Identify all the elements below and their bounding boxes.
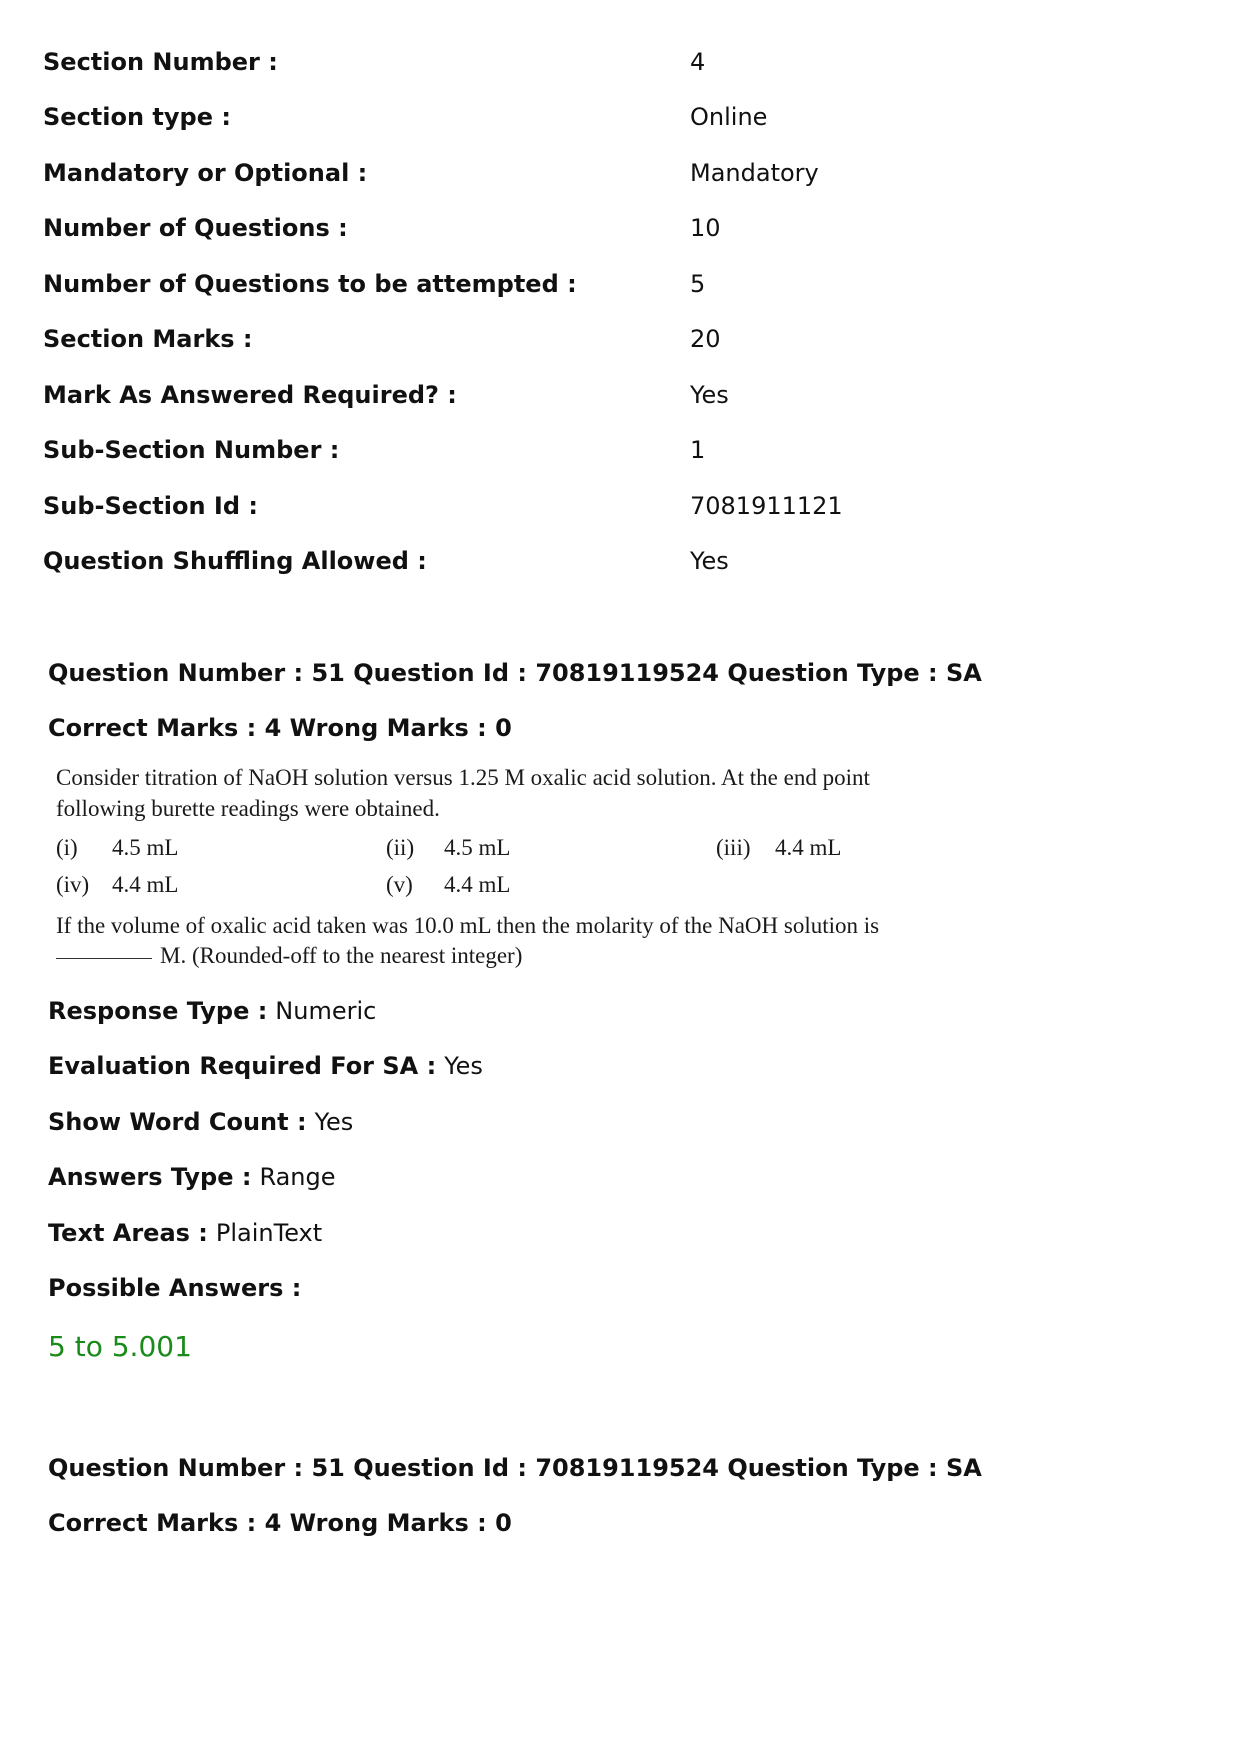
question-property: [48, 1150, 1148, 1206]
section-info-row: [43, 34, 1143, 90]
section-info-key: Sub-Section Number :: [43, 436, 340, 465]
property-key: Answers Type :: [48, 1163, 252, 1192]
section-info-row: [43, 534, 1143, 590]
section-info-key: Number of Questions :: [43, 214, 348, 243]
section-info-row: [43, 367, 1143, 423]
section-info-key: Number of Questions to be attempted :: [43, 269, 577, 298]
question-text-line: Consider titration of NaOH solution versus 1.25 M oxalic acid solution. At the end point: [56, 765, 870, 790]
section-info-value: Yes: [690, 380, 729, 409]
property-key: Show Word Count :: [48, 1107, 307, 1136]
section-info-value: 1: [690, 436, 706, 465]
section-info-value: 7081911121: [690, 491, 843, 520]
section-info-key: Sub-Section Id :: [43, 491, 258, 520]
reading-label: (v): [386, 872, 413, 897]
property-value: Yes: [314, 1107, 354, 1136]
question-property: [48, 1039, 1148, 1095]
question-marks: Correct Marks : 4 Wrong Marks : 0: [48, 1508, 512, 1537]
property-key: Response Type :: [48, 996, 268, 1025]
property-value: Numeric: [275, 996, 377, 1025]
section-info-key: Section Marks :: [43, 325, 253, 354]
property-key: Text Areas :: [48, 1218, 208, 1247]
possible-answer: 5 to 5.001: [48, 1329, 192, 1363]
section-info-row: [43, 423, 1143, 479]
answer-blank: [56, 958, 152, 959]
question-property: [48, 1205, 1148, 1261]
section-info-row: [43, 90, 1143, 146]
question-text-line: following burette readings were obtained.: [56, 796, 440, 821]
section-info-key: Section Number :: [43, 47, 278, 76]
section-info-key: Mandatory or Optional :: [43, 158, 368, 187]
possible-answers-label: Possible Answers :: [48, 1274, 302, 1303]
reading-value: 4.4 mL: [775, 835, 842, 860]
question-property: [48, 983, 1148, 1039]
property-value: Yes: [444, 1052, 483, 1081]
property-key: Evaluation Required For SA :: [48, 1052, 437, 1081]
section-info-value: 4: [690, 47, 706, 76]
section-info-key: Section type :: [43, 103, 231, 132]
section-info-value: Yes: [690, 547, 729, 576]
question-block: [48, 645, 1148, 1376]
question-property: [48, 1094, 1148, 1150]
section-info-value: 10: [690, 214, 721, 243]
question-text-fragment: M. (Rounded-off to the nearest integer): [160, 943, 523, 968]
section-info-value: Online: [690, 103, 768, 132]
question-header: Question Number : 51 Question Id : 70819119524 Question Type : SA: [48, 1453, 982, 1482]
section-info-value: 20: [690, 325, 721, 354]
reading-value: 4.5 mL: [444, 835, 511, 860]
reading-label: (iv): [56, 872, 90, 897]
reading-value: 4.5 mL: [112, 835, 179, 860]
reading-label: (iii): [716, 835, 751, 860]
section-info-value: Mandatory: [690, 158, 819, 187]
section-info-row: [43, 478, 1143, 534]
section-info-row: [43, 201, 1143, 257]
reading-label: (ii): [386, 835, 415, 860]
section-info-table: [43, 34, 1143, 589]
property-value: PlainText: [215, 1218, 323, 1247]
question-text-line: If the volume of oxalic acid taken was 10.0 mL then the molarity of the NaOH solution is: [56, 913, 880, 938]
question-property: [48, 1261, 1148, 1317]
property-value: Range: [259, 1163, 336, 1192]
reading-value: 4.4 mL: [112, 872, 179, 897]
reading-value: 4.4 mL: [444, 872, 511, 897]
section-info-row: [43, 312, 1143, 368]
question-header: Question Number : 51 Question Id : 70819119524 Question Type : SA: [48, 658, 982, 687]
question-text-line: [56, 943, 522, 969]
section-info-value: 5: [690, 269, 706, 298]
section-info-key: Question Shuffling Allowed :: [43, 547, 427, 576]
question-text-image: [56, 757, 956, 977]
question-marks: Correct Marks : 4 Wrong Marks : 0: [48, 713, 512, 742]
section-info-row: [43, 145, 1143, 201]
reading-label: (i): [56, 835, 78, 860]
section-info-row: [43, 256, 1143, 312]
question-block: [48, 1440, 1148, 1550]
section-info-key: Mark As Answered Required? :: [43, 380, 457, 409]
